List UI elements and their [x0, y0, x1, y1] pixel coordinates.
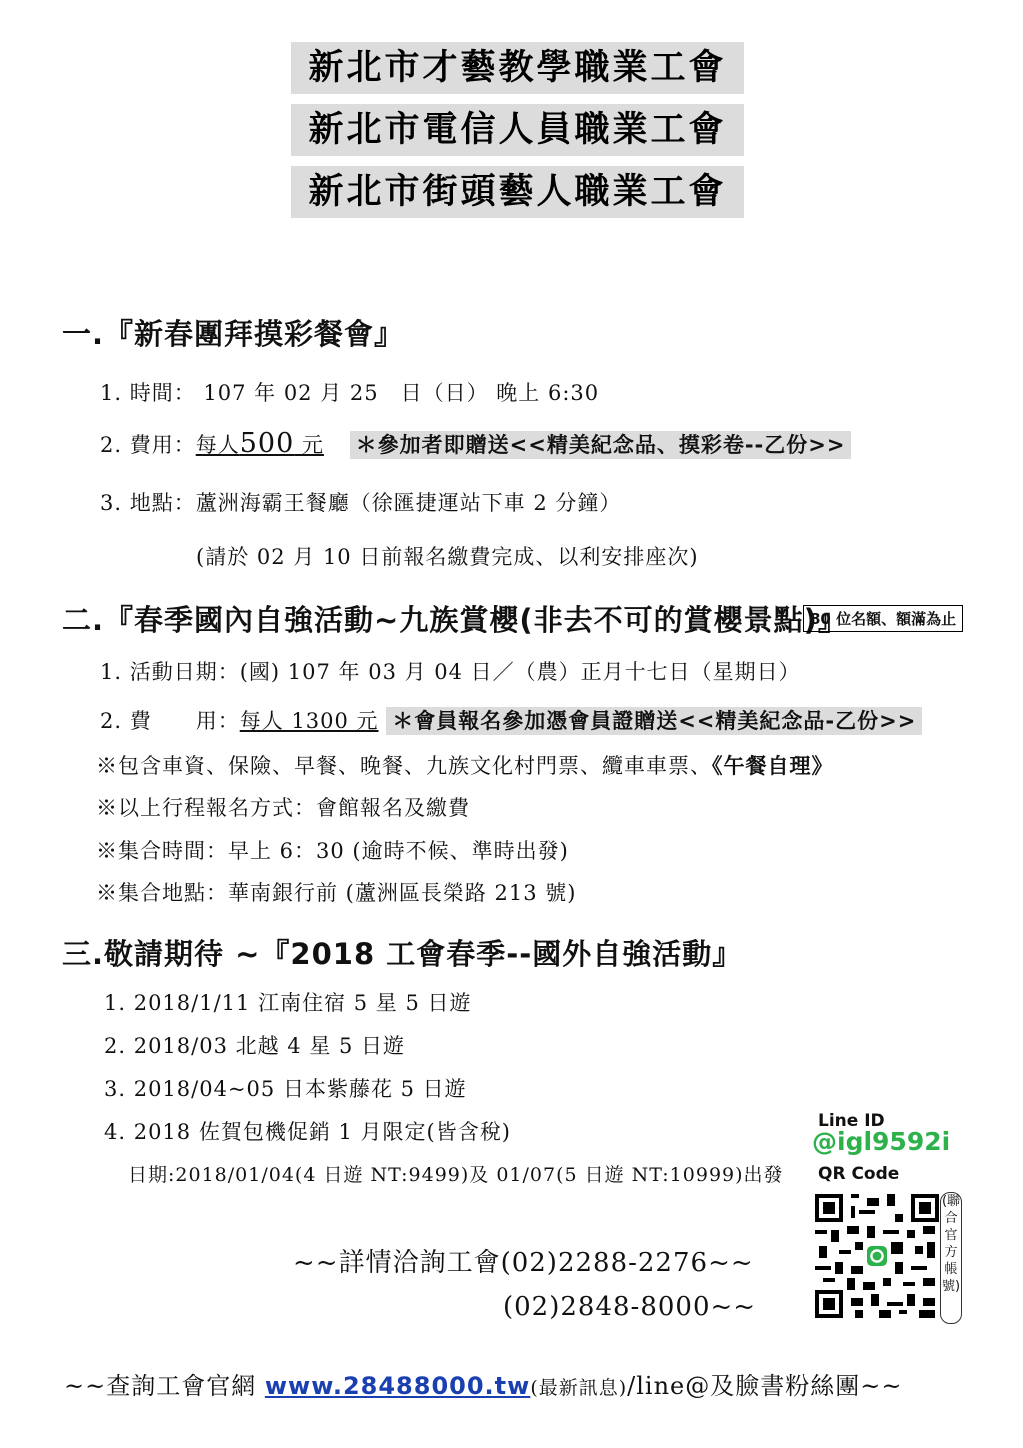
s2-quota-box: 80 位名額、額滿為止	[803, 605, 963, 632]
s2-fee-row	[100, 705, 922, 735]
qr-code-label: QR Code	[818, 1164, 900, 1184]
s2-fee-label: 2. 費 用：	[100, 709, 240, 733]
footer-latest-news: (最新訊息)	[530, 1377, 628, 1399]
s2-gather-place: ※集合地點：華南銀行前 (蘆洲區長榮路 213 號)	[96, 881, 577, 905]
s1-fee-label: 2. 費用：	[100, 433, 196, 457]
qr-code-icon[interactable]	[815, 1194, 939, 1318]
s1-fee-gift: ＊參加者即贈送<<精美紀念品、摸彩卷--乙份>>	[350, 431, 852, 459]
s2-method: ※以上行程報名方式：會館報名及繳費	[96, 796, 470, 820]
s2-gather-time: ※集合時間：早上 6：30 (逾時不候、準時出發)	[96, 839, 569, 863]
s1-place: 3. 地點：蘆洲海霸王餐廳（徐匯捷運站下車 2 分鐘）	[100, 491, 622, 515]
s2-date: 1. 活動日期：(國) 107 年 03 月 04 日／（農）正月十七日（星期日）	[100, 660, 801, 684]
contact-phone-2: (02)2848-8000~~	[503, 1292, 757, 1322]
footer-prefix: ~~查詢工會官網	[64, 1372, 265, 1400]
union-title-1: 新北市才藝教學職業工會	[291, 42, 744, 94]
section-1-heading: 一.『新春團拜摸彩餐會』	[62, 317, 405, 351]
official-account-note: (聯合官方帳號)	[940, 1192, 962, 1324]
line-id-value: @igl9592i	[812, 1127, 951, 1156]
section-2-heading: 二.『春季國內自強活動~九族賞櫻(非去不可的賞櫻景點)』	[62, 603, 848, 637]
section-3-heading: 三.敬請期待 ~『2018 工會春季--國外自強活動』	[62, 937, 743, 971]
s2-includes: ※包含車資、保險、早餐、晚餐、九族文化村門票、纜車車票、《午餐自理》	[96, 754, 834, 778]
s1-time: 1. 時間： 107 年 02 月 25 日（日） 晚上 6:30	[100, 381, 600, 405]
s2-fee-value: 每人 1300 元	[239, 709, 379, 733]
s2-lunch-note: 《午餐自理》	[712, 754, 834, 778]
s3-item-3: 3. 2018/04~05 日本紫藤花 5 日遊	[104, 1077, 467, 1101]
s3-item-4: 4. 2018 佐賀包機促銷 1 月限定(皆含稅)	[104, 1120, 511, 1144]
s1-note: (請於 02 月 10 日前報名繳費完成、以利安排座次)	[196, 545, 699, 569]
s3-dates: 日期:2018/01/04(4 日遊 NT:9499)及 01/07(5 日遊 NT:10999)出發	[128, 1164, 784, 1186]
website-link[interactable]: www.28488000.tw	[264, 1372, 531, 1400]
contact-phone-1: ~~詳情洽詢工會(02)2288-2276~~	[293, 1248, 754, 1278]
union-title-2: 新北市電信人員職業工會	[291, 104, 744, 156]
s1-fee-value: 每人500 元	[195, 428, 324, 459]
s2-fee-gift: ＊會員報名參加憑會員證贈送<<精美紀念品-乙份>>	[386, 707, 922, 735]
s3-item-2: 2. 2018/03 北越 4 星 5 日遊	[104, 1034, 406, 1058]
footer-line	[64, 1366, 902, 1401]
footer-suffix: /line@及臉書粉絲團~~	[627, 1372, 903, 1400]
s3-item-1: 1. 2018/1/11 江南住宿 5 星 5 日遊	[104, 991, 472, 1015]
union-title-3: 新北市街頭藝人職業工會	[291, 166, 744, 218]
line-id-label: Line ID	[818, 1111, 885, 1131]
s1-fee-row	[100, 428, 851, 459]
